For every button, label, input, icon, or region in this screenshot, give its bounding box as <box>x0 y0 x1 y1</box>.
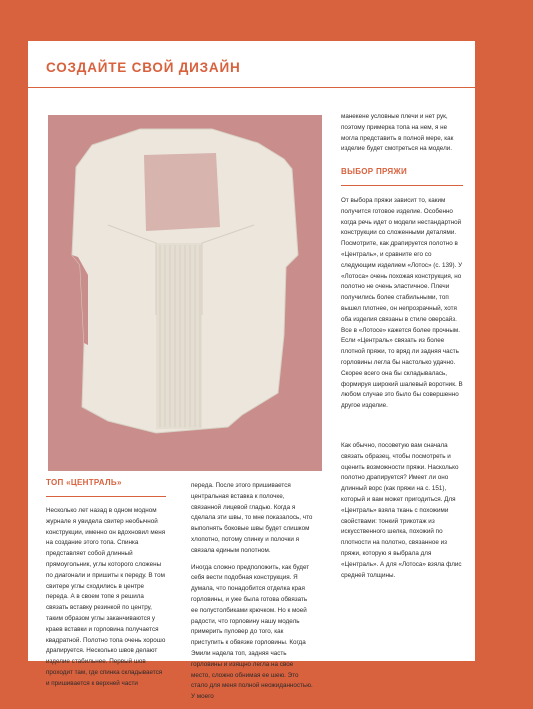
page-title: СОЗДАЙТЕ СВОЙ ДИЗАЙН <box>46 60 241 75</box>
knitted-vest-photo <box>48 115 322 471</box>
yarn-section-text <box>341 196 463 418</box>
knitted-vest-illustration <box>48 115 322 471</box>
right-intro-paragraph: манекене условные плечи и нет рук, поэтому примерка топа на нем, я не могла представить в полной мере, как изделие будет смотреться на модели. <box>341 113 454 153</box>
top-paragraph-2: переда. После этого пришивается центральная вставка к полочке, связанной лицевой гладью. Когда я сделала эти швы, то мне показалось, что выполнять боковые швы будет слишком хлопотно, потому спинку и полочки я связала единым полотном. <box>191 482 313 554</box>
top-paragraph-3: Иногда сложно предположить, как будет себя вести подобная конструкция. Я думала, что понадобится отделка края горловины, и уже была готова обвязать ее полустолбиками крючком. Но к моей радости, что горловину нашу модель примерить пуловер до того, как приступить к обвязке горловины. Когда Эмили надела топ, задняя часть горловины и изящно легла на свое место, сложно обнимая ее шею. Это стало для меня полной неожиданностью. У моего <box>191 563 313 701</box>
title-divider <box>28 87 475 88</box>
magazine-page <box>28 41 475 701</box>
yarn-section-heading: ВЫБОР ПРЯЖИ <box>341 167 408 176</box>
yarn-section-text-2 <box>341 441 463 587</box>
top-paragraph-1: Несколько лет назад в одном модном журнале я увидела свитер необычной конструкции, именно он вдохновил меня на создание этого топа. Спинка представляет собой длинный прямоугольник, углы которого сложены по диагонали и пришиты к переду. В том свитере углы сходились в центре переда. А в своем топе я решила связать вставку резинкой по центру, таким образом углы заканчиваются у краев вставки и горловина получается квадратной. Полотно топа очень хорошо драпируется. Несколько швов делают изделие стабильнее. Первый шов проходит там, где спинка складывается и пришивается к верхней части <box>46 507 166 687</box>
top-section-text-middle <box>191 481 313 709</box>
top-section-heading: ТОП «ЦЕНТРАЛЬ» <box>46 478 122 487</box>
right-intro-text <box>341 112 463 161</box>
yarn-paragraph-2: Как обычно, посоветую вам сначала связать образец, чтобы посмотреть и оценить возможности пряжи. Насколько полотно драпируется? Имеет ли оно длинный ворс (как пряжи на с. 151), который и вам может пригодиться. Для «Централь» взяла ткань с похожими свойствами: тонкий трикотаж из искусственного шелка, похожий по плотности на полотно, связанное из пряжи, которую я выбрала для «Централь». А для «Лотоса» взяла флис средней толщины. <box>341 442 462 579</box>
top-heading-rule <box>46 496 166 497</box>
top-section-text-left <box>46 506 166 696</box>
yarn-paragraph-1: От выбора пряжи зависит то, каким получится готовое изделие. Особенно когда речь идет о модели нестандартной конструкции со сложенными деталями. Посмотрите, как драпируется полотно в «Централь», и сравните его со следующим изделием «Лотос» (с. 139). У «Лотоса» очень похожая конструкция, но полотно не очень эластичное. Плечи получились более стабильными, топ вышел плотнее, он непрозрачный, хотя оба изделия связаны в стиле оверсайз. Все в «Лотосе» кажется более прочным. Если «Централь» связать из более плотной пряжи, то вряд ли задняя часть горловины легла бы настолько удачно. Скорее всего она бы складывалась, формируя широкий шалевый воротник. В любом случае это было бы совершенно другое изделие. <box>341 197 463 410</box>
yarn-heading-rule <box>341 185 463 186</box>
